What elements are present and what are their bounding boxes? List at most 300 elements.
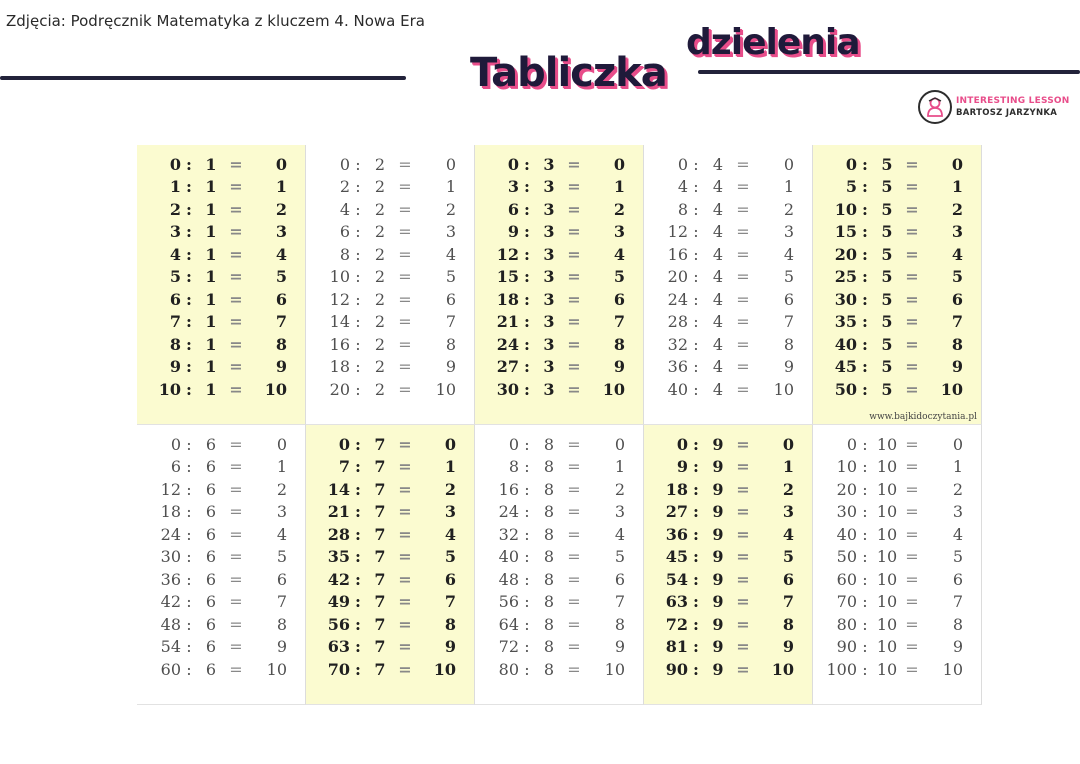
dividend-value: 24 (667, 289, 688, 309)
dividend-value: 35 (327, 547, 350, 567)
divisor-value: 6 (205, 457, 217, 477)
equals-sign: = (736, 177, 750, 197)
table-row (149, 288, 287, 311)
division-sign: : (186, 289, 192, 309)
dividend-value: 64 (498, 614, 519, 634)
quotient-value: 6 (783, 289, 794, 309)
dividend-value: 60 (160, 659, 181, 679)
quotient-value: 6 (952, 569, 963, 589)
quotient-value: 0 (952, 434, 963, 454)
division-sign: : (693, 502, 699, 522)
equals-sign: = (736, 434, 750, 454)
equals-sign: = (736, 614, 750, 634)
equals-sign: = (905, 434, 919, 454)
quotient-value: 3 (614, 502, 625, 522)
table-row (656, 333, 794, 356)
division-sign: : (355, 199, 361, 219)
table-row (825, 356, 963, 379)
quotient-value: 1 (614, 457, 625, 477)
dividend-value: 48 (498, 569, 519, 589)
table-row (149, 568, 287, 591)
divisor-value: 3 (543, 312, 555, 332)
divisor-value: 7 (374, 569, 386, 589)
equals-sign: = (905, 524, 919, 544)
equals-sign: = (905, 244, 919, 264)
quotient-value: 7 (445, 312, 456, 332)
divisor-value: 2 (374, 267, 386, 287)
table-row (825, 176, 963, 199)
quotient-value: 3 (276, 502, 287, 522)
table-row (487, 153, 625, 176)
equals-sign: = (736, 569, 750, 589)
division-sign: : (186, 457, 192, 477)
equals-sign: = (398, 592, 412, 612)
division-sign: : (862, 614, 868, 634)
table-row (318, 636, 456, 659)
quotient-value: 5 (614, 547, 625, 567)
divisor-value: 4 (712, 267, 724, 287)
divisor-value: 2 (374, 177, 386, 197)
division-sign: : (862, 312, 868, 332)
quotient-value: 4 (275, 244, 287, 264)
divisor-value: 1 (205, 244, 217, 264)
division-sign: : (693, 457, 699, 477)
divisor-value: 7 (374, 659, 386, 679)
table-row (656, 176, 794, 199)
quotient-value: 3 (782, 502, 794, 522)
equals-sign: = (229, 637, 243, 657)
table-row (149, 546, 287, 569)
dividend-value: 30 (836, 502, 857, 522)
divisor-value: 7 (374, 434, 386, 454)
quotient-value: 9 (276, 637, 287, 657)
division-table-5 (813, 145, 982, 425)
division-sign: : (186, 614, 192, 634)
quotient-value: 7 (782, 592, 794, 612)
divisor-value: 2 (374, 222, 386, 242)
division-sign: : (186, 357, 192, 377)
quotient-value: 9 (275, 357, 287, 377)
division-sign: : (693, 524, 699, 544)
equals-sign: = (229, 659, 243, 679)
quotient-value: 4 (613, 244, 625, 264)
equals-sign: = (567, 199, 581, 219)
equals-sign: = (567, 267, 581, 287)
quotient-value: 4 (445, 244, 456, 264)
equals-sign: = (905, 479, 919, 499)
table-row (656, 658, 794, 681)
equals-sign: = (567, 479, 581, 499)
table-row (825, 153, 963, 176)
dividend-value: 45 (834, 357, 857, 377)
division-sign: : (524, 379, 530, 399)
equals-sign: = (567, 334, 581, 354)
quotient-value: 2 (276, 479, 287, 499)
divisor-value: 7 (374, 457, 386, 477)
divisor-value: 2 (374, 334, 386, 354)
dividend-value: 1 (169, 177, 181, 197)
division-sign: : (355, 592, 361, 612)
divisor-value: 10 (876, 547, 898, 567)
division-sign: : (693, 547, 699, 567)
dividend-value: 56 (327, 614, 350, 634)
quotient-value: 1 (444, 457, 456, 477)
quotient-value: 0 (614, 434, 625, 454)
equals-sign: = (567, 524, 581, 544)
divisor-value: 9 (712, 434, 724, 454)
dividend-value: 0 (845, 154, 857, 174)
quotient-value: 8 (444, 614, 456, 634)
quotient-value: 5 (782, 547, 794, 567)
dividend-value: 9 (676, 457, 688, 477)
quotient-value: 8 (614, 614, 625, 634)
table-row (656, 478, 794, 501)
dividend-value: 2 (169, 199, 181, 219)
division-sign: : (524, 357, 530, 377)
divisor-value: 3 (543, 199, 555, 219)
division-sign: : (355, 154, 361, 174)
equals-sign: = (567, 502, 581, 522)
equals-sign: = (736, 267, 750, 287)
dividend-value: 60 (836, 569, 857, 589)
equals-sign: = (398, 637, 412, 657)
division-table-3 (475, 145, 644, 425)
table-row (825, 478, 963, 501)
quotient-value: 1 (276, 457, 287, 477)
divisor-value: 3 (543, 154, 555, 174)
table-row (318, 478, 456, 501)
student-icon (918, 90, 952, 124)
division-table-8 (475, 425, 644, 705)
equals-sign: = (229, 457, 243, 477)
table-row (487, 356, 625, 379)
divisor-value: 8 (543, 592, 555, 612)
division-sign: : (524, 592, 530, 612)
quotient-value: 8 (276, 614, 287, 634)
division-sign: : (862, 334, 868, 354)
table-row (487, 176, 625, 199)
quotient-value: 10 (942, 659, 963, 679)
quotient-value: 10 (266, 659, 287, 679)
quotient-value: 7 (951, 312, 963, 332)
quotient-value: 10 (435, 379, 456, 399)
equals-sign: = (398, 154, 412, 174)
divisor-value: 1 (205, 177, 217, 197)
table-row (149, 198, 287, 221)
dividend-value: 90 (836, 637, 857, 657)
equals-sign: = (905, 592, 919, 612)
divisor-value: 5 (881, 222, 893, 242)
quotient-value: 4 (444, 524, 456, 544)
quotient-value: 1 (782, 457, 794, 477)
divisor-value: 1 (205, 312, 217, 332)
dividend-value: 14 (327, 479, 350, 499)
dividend-value: 15 (496, 267, 519, 287)
dividend-value: 9 (507, 222, 519, 242)
division-sign: : (524, 289, 530, 309)
table-row (318, 501, 456, 524)
division-sign: : (693, 614, 699, 634)
table-row (825, 568, 963, 591)
dividend-value: 8 (169, 334, 181, 354)
quotient-value: 7 (783, 312, 794, 332)
dividend-value: 36 (665, 524, 688, 544)
table-row (318, 356, 456, 379)
divisor-value: 10 (876, 614, 898, 634)
division-sign: : (862, 244, 868, 264)
equals-sign: = (398, 244, 412, 264)
table-row (487, 613, 625, 636)
division-sign: : (355, 357, 361, 377)
table-row (318, 546, 456, 569)
table-row (318, 658, 456, 681)
division-sign: : (355, 222, 361, 242)
dividend-value: 0 (677, 154, 688, 174)
divisor-value: 10 (876, 592, 898, 612)
table-row (487, 546, 625, 569)
quotient-value: 9 (614, 637, 625, 657)
division-sign: : (186, 479, 192, 499)
dividend-value: 20 (329, 379, 350, 399)
division-sign: : (524, 154, 530, 174)
divisor-value: 4 (712, 379, 724, 399)
equals-sign: = (905, 637, 919, 657)
quotient-value: 0 (444, 434, 456, 454)
table-row (149, 478, 287, 501)
divisor-value: 6 (205, 479, 217, 499)
quotient-value: 0 (275, 154, 287, 174)
title-word-tabliczka: Tabliczka (470, 50, 667, 96)
divisor-value: 9 (712, 637, 724, 657)
quotient-value: 2 (952, 479, 963, 499)
division-sign: : (693, 434, 699, 454)
equals-sign: = (567, 244, 581, 264)
division-sign: : (355, 289, 361, 309)
divisor-value: 3 (543, 267, 555, 287)
equals-sign: = (398, 502, 412, 522)
divisor-value: 2 (374, 289, 386, 309)
divisor-value: 5 (881, 379, 893, 399)
table-row (487, 636, 625, 659)
quotient-value: 5 (783, 267, 794, 287)
equals-sign: = (736, 547, 750, 567)
division-sign: : (186, 312, 192, 332)
table-row (487, 333, 625, 356)
table-row (318, 378, 456, 401)
quotient-value: 5 (951, 267, 963, 287)
dividend-value: 3 (507, 177, 519, 197)
dividend-value: 30 (160, 547, 181, 567)
quotient-value: 0 (613, 154, 625, 174)
divisor-value: 6 (205, 659, 217, 679)
dividend-value: 63 (327, 637, 350, 657)
table-row (318, 176, 456, 199)
quotient-value: 2 (613, 199, 625, 219)
table-row (487, 478, 625, 501)
quotient-value: 8 (445, 334, 456, 354)
division-sign: : (693, 357, 699, 377)
quotient-value: 5 (275, 267, 287, 287)
table-row (656, 153, 794, 176)
equals-sign: = (905, 502, 919, 522)
dividend-value: 0 (508, 434, 519, 454)
dividend-value: 18 (160, 502, 181, 522)
dividend-value: 6 (339, 222, 350, 242)
equals-sign: = (398, 267, 412, 287)
quotient-value: 4 (951, 244, 963, 264)
equals-sign: = (567, 177, 581, 197)
equals-sign: = (398, 334, 412, 354)
divisor-value: 6 (205, 502, 217, 522)
brand-logo (918, 90, 1070, 124)
division-sign: : (355, 457, 361, 477)
quotient-value: 2 (275, 199, 287, 219)
quotient-value: 9 (444, 637, 456, 657)
equals-sign: = (229, 357, 243, 377)
dividend-value: 45 (665, 547, 688, 567)
quotient-value: 7 (444, 592, 456, 612)
dividend-value: 12 (667, 222, 688, 242)
dividend-value: 100 (826, 659, 857, 679)
divisor-value: 7 (374, 637, 386, 657)
dividend-value: 4 (339, 199, 350, 219)
division-sign: : (524, 614, 530, 634)
dividend-value: 21 (496, 312, 519, 332)
division-sign: : (186, 547, 192, 567)
dividend-value: 0 (169, 154, 181, 174)
quotient-value: 7 (276, 592, 287, 612)
quotient-value: 0 (276, 434, 287, 454)
division-table-7 (306, 425, 475, 705)
quotient-value: 1 (952, 457, 963, 477)
quotient-value: 4 (783, 244, 794, 264)
division-sign: : (862, 154, 868, 174)
dividend-value: 40 (667, 379, 688, 399)
quotient-value: 6 (276, 569, 287, 589)
table-row (487, 568, 625, 591)
quotient-value: 8 (613, 334, 625, 354)
table-row (149, 433, 287, 456)
divisor-value: 9 (712, 524, 724, 544)
quotient-value: 8 (275, 334, 287, 354)
dividend-value: 63 (665, 592, 688, 612)
quotient-value: 3 (444, 502, 456, 522)
division-table-2 (306, 145, 475, 425)
division-table-1 (137, 145, 306, 425)
divisor-value: 10 (876, 569, 898, 589)
dividend-value: 32 (667, 334, 688, 354)
equals-sign: = (905, 312, 919, 332)
equals-sign: = (229, 312, 243, 332)
equals-sign: = (736, 154, 750, 174)
dividend-value: 30 (496, 379, 519, 399)
equals-sign: = (567, 592, 581, 612)
quotient-value: 0 (951, 154, 963, 174)
division-sign: : (355, 244, 361, 264)
divisor-value: 2 (374, 154, 386, 174)
table-row (487, 311, 625, 334)
table-row (825, 501, 963, 524)
divisor-value: 6 (205, 614, 217, 634)
quotient-value: 4 (614, 524, 625, 544)
table-row (318, 613, 456, 636)
division-table-4 (644, 145, 813, 425)
divisor-value: 9 (712, 502, 724, 522)
quotient-value: 9 (445, 357, 456, 377)
quotient-value: 10 (604, 659, 625, 679)
divisor-value: 2 (374, 199, 386, 219)
dividend-value: 54 (665, 569, 688, 589)
table-row (656, 311, 794, 334)
equals-sign: = (398, 434, 412, 454)
division-sign: : (693, 637, 699, 657)
dividend-value: 80 (836, 614, 857, 634)
dividend-value: 40 (498, 547, 519, 567)
quotient-value: 10 (940, 379, 963, 399)
divisor-value: 2 (374, 379, 386, 399)
equals-sign: = (736, 244, 750, 264)
divisor-value: 4 (712, 199, 724, 219)
division-sign: : (524, 267, 530, 287)
divisor-value: 5 (881, 289, 893, 309)
table-row (656, 266, 794, 289)
dividend-value: 14 (329, 312, 350, 332)
table-row (656, 568, 794, 591)
table-row (318, 433, 456, 456)
quotient-value: 7 (275, 312, 287, 332)
equals-sign: = (229, 334, 243, 354)
divisor-value: 9 (712, 592, 724, 612)
logo-author: BARTOSZ JARZYNKA (956, 108, 1058, 118)
table-row (318, 153, 456, 176)
table-row (656, 433, 794, 456)
quotient-value: 10 (773, 379, 794, 399)
equals-sign: = (905, 334, 919, 354)
division-sign: : (862, 547, 868, 567)
divisor-value: 6 (205, 592, 217, 612)
equals-sign: = (567, 659, 581, 679)
division-sign: : (186, 199, 192, 219)
equals-sign: = (736, 479, 750, 499)
division-sign: : (355, 177, 361, 197)
dividend-value: 35 (834, 312, 857, 332)
equals-sign: = (736, 592, 750, 612)
table-row (149, 591, 287, 614)
division-sign: : (862, 637, 868, 657)
equals-sign: = (398, 312, 412, 332)
table-row (825, 378, 963, 401)
quotient-value: 6 (445, 289, 456, 309)
equals-sign: = (905, 222, 919, 242)
division-sign: : (693, 222, 699, 242)
dividend-value: 72 (498, 637, 519, 657)
equals-sign: = (567, 614, 581, 634)
divisor-value: 10 (876, 659, 898, 679)
division-sign: : (355, 614, 361, 634)
dividend-value: 10 (158, 379, 181, 399)
dividend-value: 10 (834, 199, 857, 219)
divisor-value: 5 (881, 177, 893, 197)
division-sign: : (693, 199, 699, 219)
quotient-value: 3 (783, 222, 794, 242)
division-sign: : (186, 222, 192, 242)
table-row (825, 266, 963, 289)
division-sign: : (186, 154, 192, 174)
quotient-value: 5 (445, 267, 456, 287)
dividend-value: 40 (834, 334, 857, 354)
dividend-value: 18 (665, 479, 688, 499)
dividend-value: 12 (329, 289, 350, 309)
